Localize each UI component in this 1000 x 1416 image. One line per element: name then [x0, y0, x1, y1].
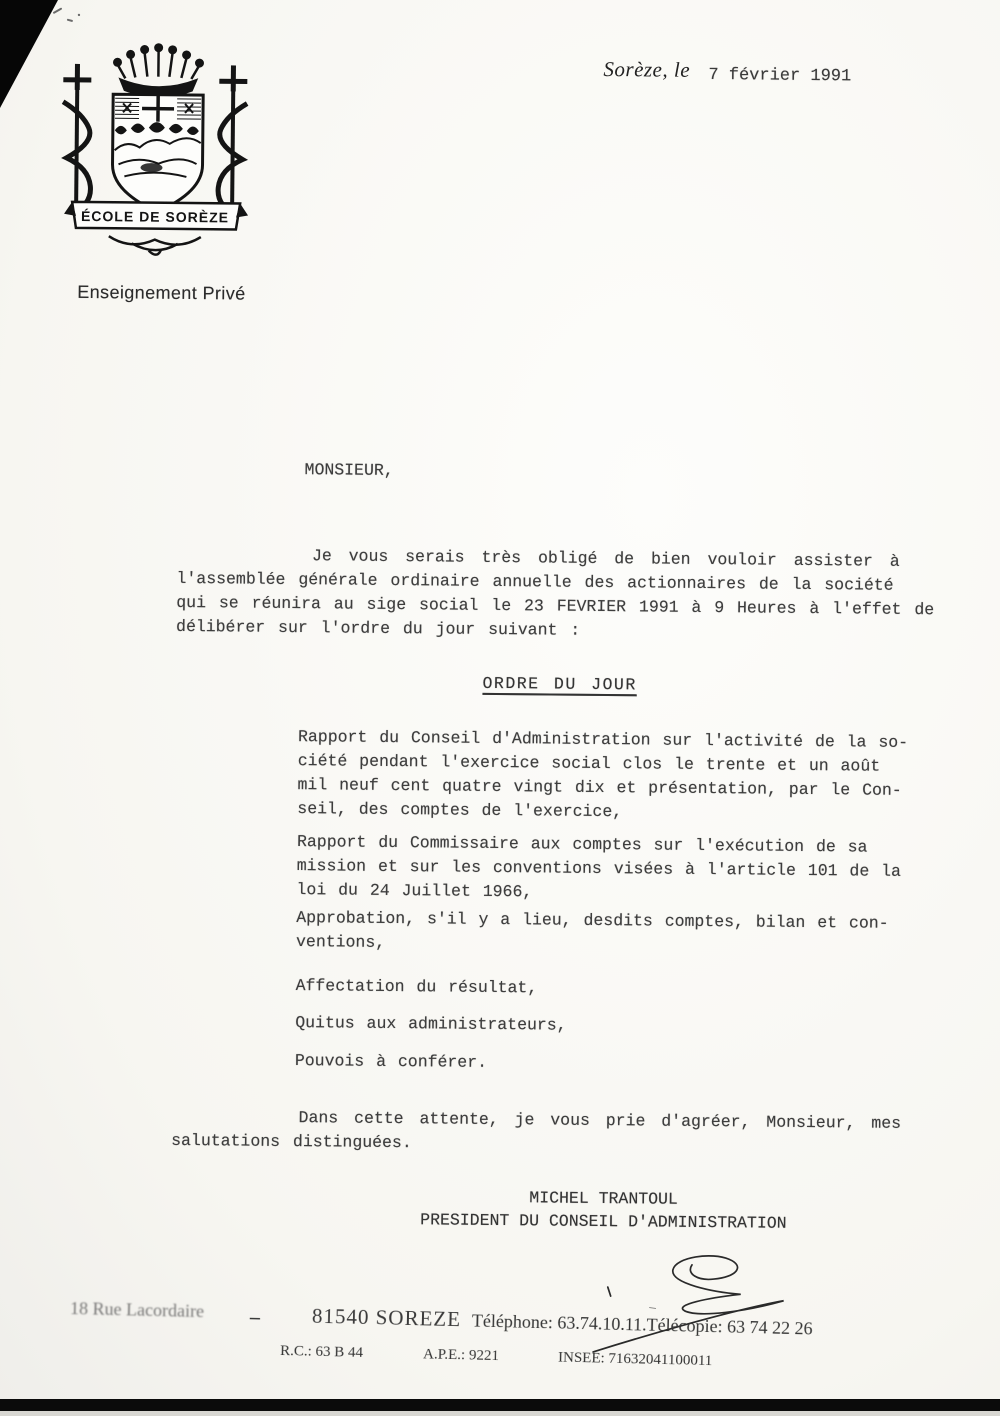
agenda-title: ORDRE DU JOUR	[482, 673, 637, 695]
footer-dash: –	[249, 1306, 261, 1329]
footer-insee-number: INSEE: 71632041100011	[557, 1349, 713, 1370]
signature-block	[403, 1185, 803, 1235]
signer-name: MICHEL TRANTOUL	[529, 1188, 678, 1209]
footer-phone-fax: Téléphone: 63.74.10.11.Télécopie: 63 74 22 26	[471, 1310, 813, 1339]
agenda-item-3: Approbation, s'il y a lieu, desdits comptes, bilan et con- ventions,	[295, 908, 889, 952]
school-crest-emblem	[54, 40, 256, 272]
footer-ape-code: A.P.E.: 9221	[422, 1346, 500, 1365]
agenda-item-5: Quitus aux administrateurs,	[295, 1013, 567, 1035]
agenda-item-4: Affectation du résultat,	[295, 976, 538, 998]
closing-paragraph: Dans cette attente, je vous prie d'agréer, Monsieur, mes salutations distinguées.	[171, 1106, 902, 1153]
footer-address: 18 Rue Lacordaire	[69, 1297, 205, 1322]
letterhead-footer	[0, 1288, 994, 1416]
scan-edge-strip-bottom	[0, 1411, 1000, 1416]
letterhead-place-line: Sorèze, le	[603, 56, 691, 82]
crest-banner-text: ÉCOLE DE SORÈZE	[80, 207, 230, 226]
letter-date-text: 7 février 1991	[708, 65, 852, 87]
footer-city: 81540 SOREZE	[311, 1303, 462, 1332]
intro-paragraph: Je vous serais très obligé de bien vouloir assister à l'assemblée générale ordinaire annuelle des actionnaires de la société qui se réunira au sige social le 23 FEVRIER 1991 à 9 Heures à l'effet de délibérer sur l'ordre du jour suivant :	[175, 544, 935, 640]
signer-title: PRESIDENT DU CONSEIL D'ADMINISTRATION	[420, 1210, 787, 1233]
letterhead-subtitle: Enseignement Privé	[77, 281, 246, 304]
footer-rc-number: R.C.: 63 B 44	[279, 1342, 364, 1361]
agenda-item-6: Pouvois à conférer.	[294, 1051, 488, 1072]
salutation: MONSIEUR,	[304, 460, 394, 480]
agenda-item-2: Rapport du Commissaire aux comptes sur l'exécution de sa mission et sur les conventions visées à l'article 101 de la loi du 24 Juillet 1966,	[296, 832, 902, 902]
letter-date	[708, 66, 851, 86]
scan-edge-artifact-bottom	[0, 1399, 1000, 1411]
agenda-item-1: Rapport du Conseil d'Administration sur l'activité de la so- ciété pendant l'exercice social clos le trente et un août mil neuf cent quatre vingt dix et présentation, par le Con- seil, des comptes de l'exercice,	[297, 727, 909, 822]
